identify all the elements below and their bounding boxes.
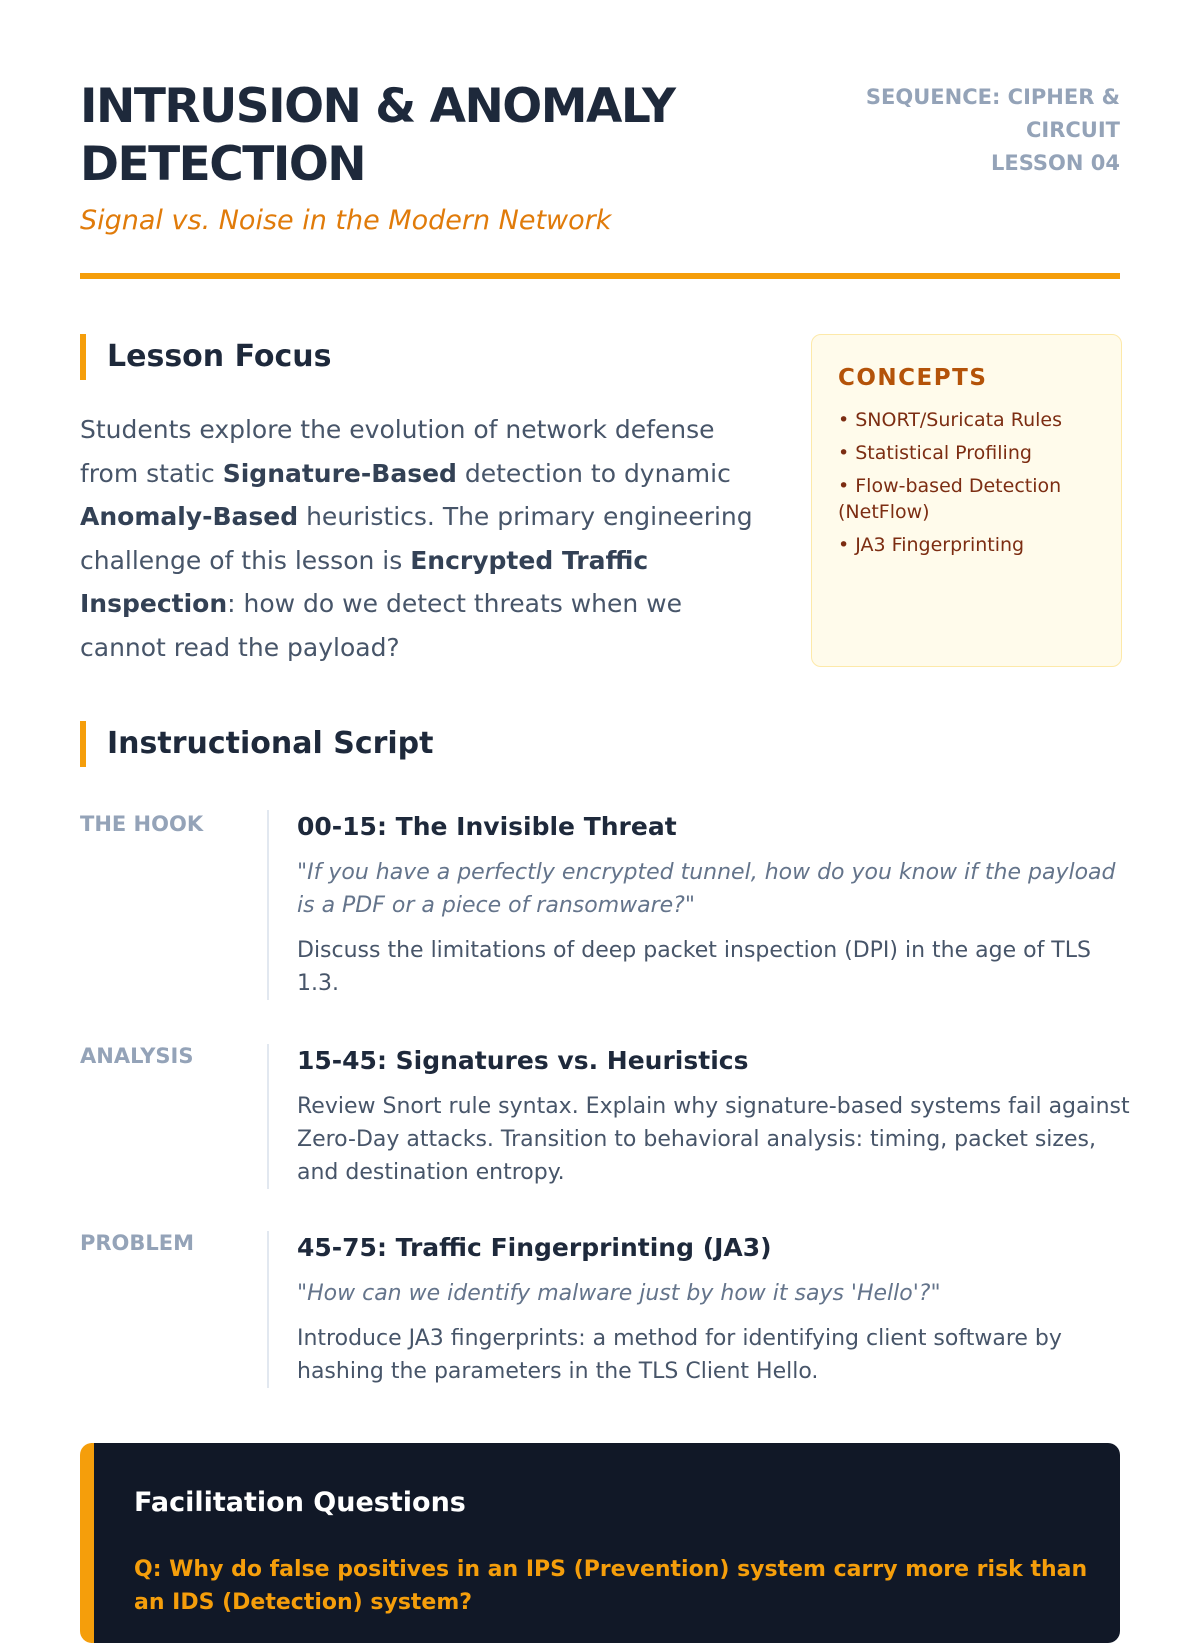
focus-text-part: heuristics. The primary engineering challenge of this lesson is [80, 502, 753, 575]
concepts-title: CONCEPTS [838, 365, 988, 391]
facilitation-title: Facilitation Questions [134, 1487, 466, 1518]
concepts-box [811, 334, 1122, 667]
lesson-number: LESSON 04 [991, 151, 1120, 175]
focus-emphasis: Anomaly-Based [80, 502, 299, 531]
concept-item: • Flow-based Detection (NetFlow) [838, 475, 1062, 523]
script-row-body [267, 1231, 1132, 1388]
lesson-focus-text [80, 408, 760, 669]
script-row-label: THE HOOK [80, 812, 204, 836]
facilitation-question: Q: Why do false positives in an IPS (Prevention) system carry more risk than an IDS (Detection) system? [134, 1557, 1088, 1615]
concept-item: • Statistical Profiling [838, 442, 1032, 464]
script-row-body [267, 810, 1132, 1000]
script-row-description: Introduce JA3 fingerprints: a method for identifying client software by hashing the parameters in the TLS Client Hello. [297, 1326, 1062, 1384]
focus-text-part: : how do we detect threats when we cannot read the payload? [80, 589, 683, 662]
concept-item: • SNORT/Suricata Rules [838, 409, 1062, 431]
sequence-label: SEQUENCE: CIPHER & CIRCUIT [865, 85, 1120, 142]
script-row-title: 45-75: Traffic Fingerprinting (JA3) [297, 1233, 772, 1262]
page-header [80, 78, 1120, 278]
script-row-quote: "If you have a perfectly encrypted tunnel, how do you know if the payload is a PDF or a piece of ransomware?" [297, 860, 1116, 918]
lesson-meta [860, 81, 1120, 180]
concepts-list [838, 407, 1095, 558]
facilitation-questions-panel [80, 1443, 1120, 1643]
lesson-focus-heading: Lesson Focus [80, 334, 331, 380]
script-row-label: PROBLEM [80, 1231, 195, 1255]
script-row-title: 15-45: Signatures vs. Heuristics [297, 1046, 749, 1075]
focus-text-part: detection to dynamic [456, 458, 731, 488]
page-subtitle: Signal vs. Noise in the Modern Network [80, 205, 612, 236]
header-divider [80, 273, 1120, 279]
focus-text-part: Students explore the evolution of network defense from static [80, 415, 715, 488]
focus-emphasis: Signature-Based [222, 458, 457, 488]
script-row-title: 00-15: The Invisible Threat [297, 812, 677, 841]
script-row-body [267, 1044, 1132, 1189]
concept-item: • JA3 Fingerprinting [838, 534, 1025, 556]
focus-emphasis: Encrypted Traffic Inspection [80, 545, 649, 618]
script-row-description: Discuss the limitations of deep packet inspection (DPI) in the age of TLS 1.3. [297, 938, 1091, 996]
script-row-label: ANALYSIS [80, 1044, 194, 1068]
instructional-script-heading: Instructional Script [80, 721, 434, 767]
script-row-description: Review Snort rule syntax. Explain why signature-based systems fail against Zero-Day attacks. Transition to behavioral analysis: timing, packet sizes, and destination entropy. [297, 1094, 1130, 1185]
script-row-quote: "How can we identify malware just by how it says 'Hello'?" [297, 1281, 941, 1306]
page-title: INTRUSION & ANOMALY DETECTION [80, 79, 675, 192]
